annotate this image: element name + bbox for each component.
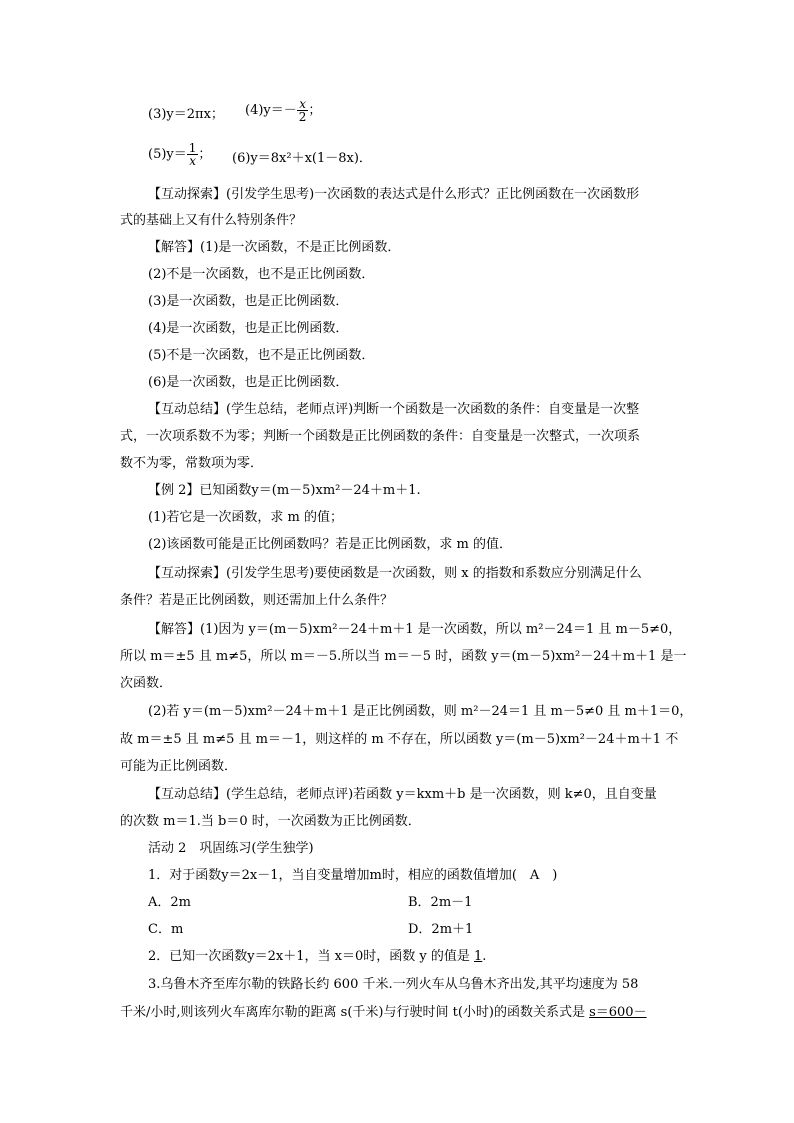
fraction-1-over-x: $\frac{1}{x}$ xyxy=(188,141,197,168)
explore2-line-1: 【互动探索】(引发学生思考)要使函数是一次函数，则 x 的指数和系数应分别满足什么 xyxy=(148,566,642,581)
answer1-line-3: (3)是一次函数，也是正比例函数． xyxy=(148,294,349,309)
item-5: (5)y＝ $\frac{1}{x}$ ； xyxy=(148,141,212,168)
item-3: (3)y＝2πx； xyxy=(148,107,224,122)
explore1-line-1: 【互动探索】(引发学生思考)一次函数的表达式是什么形式？正比例函数在一次函数形 xyxy=(148,187,640,202)
q2-stem: 2．已知一次函数y＝2x＋1，当 x＝0时，函数 y 的值是 xyxy=(148,949,474,964)
item-4: (4)y＝－ $\frac{x}{2}$ ； xyxy=(245,97,322,124)
q1-options-row1 xyxy=(148,894,708,912)
answer1-line-5: (5)不是一次函数，也不是正比例函数． xyxy=(148,348,375,363)
q1-options-row2 xyxy=(148,921,708,939)
summary2-line-2: 的次数 m＝1.当 b＝0 时，一次函数为正比例函数． xyxy=(120,814,421,829)
q1-option-a: A．2m xyxy=(148,895,191,910)
fraction-x-over-2: $\frac{x}{2}$ xyxy=(298,97,307,124)
answer2-line-6: 可能为正比例函数． xyxy=(120,759,238,774)
q1-option-b: B．2m－1 xyxy=(408,895,473,910)
answer1-line-1: 【解答】(1)是一次函数，不是正比例函数． xyxy=(148,240,401,255)
q3-line-1: 3.乌鲁木齐至库尔勒的铁路长约 600 千米.一列火车从乌鲁木齐出发,其平均速度为 58 xyxy=(148,977,639,992)
explore1-line-2: 式的基础上又有什么特别条件？ xyxy=(120,213,303,228)
example2-q1: (1)若它是一次函数，求 m 的值； xyxy=(148,510,344,525)
answer2-line-5: 故 m＝±5 且 m≠5 且 m＝－1，则这样的 m 不存在，所以函数 y＝(m－5)xm²－24＋m＋1 不 xyxy=(120,732,679,747)
answer2-line-3: 次函数． xyxy=(120,676,173,691)
answer2-line-2: 所以 m＝±5 且 m≠5，所以 m＝－5.所以当 m＝－5 时，函数 y＝(m－5)xm²－24＋m＋1 是一 xyxy=(120,649,687,664)
explore2-line-2: 条件？若是正比例函数，则还需加上什么条件？ xyxy=(120,593,394,608)
summary1-line-1: 【互动总结】(学生总结，老师点评)判断一个函数是一次函数的条件：自变量是一次整 xyxy=(148,402,640,417)
answer1-line-6: (6)是一次函数，也是正比例函数． xyxy=(148,375,349,390)
item-row-3-4 xyxy=(148,97,708,124)
q1-option-d: D．2m＋1 xyxy=(408,922,474,937)
q1-stem: 1．对于函数y＝2x－1，当自变量增加m时，相应的函数值增加( A ) xyxy=(148,868,558,883)
q2 xyxy=(148,948,708,966)
q3-text: 千米/小时,则该列火车离库尔勒的距离 s(千米)与行驶时间 t(小时)的函数关系式是 xyxy=(120,1005,590,1020)
summary1-line-3: 数不为零，常数项为零． xyxy=(120,456,264,471)
summary1-line-2: 式，一次项系数不为零；判断一个函数是正比例函数的条件：自变量是一次整式，一次项系 xyxy=(120,429,641,444)
example2-q2: (2)该函数可能是正比例函数吗？若是正比例函数，求 m 的值． xyxy=(148,537,513,552)
example2-title: 【例 2】已知函数y＝(m－5)xm²－24＋m＋1. xyxy=(148,483,421,498)
q2-answer: 1 xyxy=(473,949,483,964)
answer2-line-4: (2)若 y＝(m－5)xm²－24＋m＋1 是正比例函数，则 m²－24＝1 且 m－5≠0 且 m＋1＝0， xyxy=(148,704,693,719)
activity2-heading: 活动 2 巩固练习(学生独学) xyxy=(148,841,314,856)
answer1-line-2: (2)不是一次函数，也不是正比例函数． xyxy=(148,267,375,282)
answer1-line-4: (4)是一次函数，也是正比例函数． xyxy=(148,321,349,336)
q3-line-2 xyxy=(120,1004,680,1022)
q2-end: . xyxy=(482,949,487,964)
q3-answer: s＝600－ xyxy=(589,1005,647,1020)
item-6: (6)y＝8x²＋x(1－8x)． xyxy=(232,151,372,166)
summary2-line-1: 【互动总结】(学生总结，老师点评)若函数 y＝kxm＋b 是一次函数，则 k≠0，且自变量 xyxy=(148,787,657,802)
answer2-line-1: 【解答】(1)因为 y＝(m－5)xm²－24＋m＋1 是一次函数，所以 m²－24＝1 且 m－5≠0， xyxy=(148,622,682,637)
q1-option-c: C．m xyxy=(148,922,184,937)
